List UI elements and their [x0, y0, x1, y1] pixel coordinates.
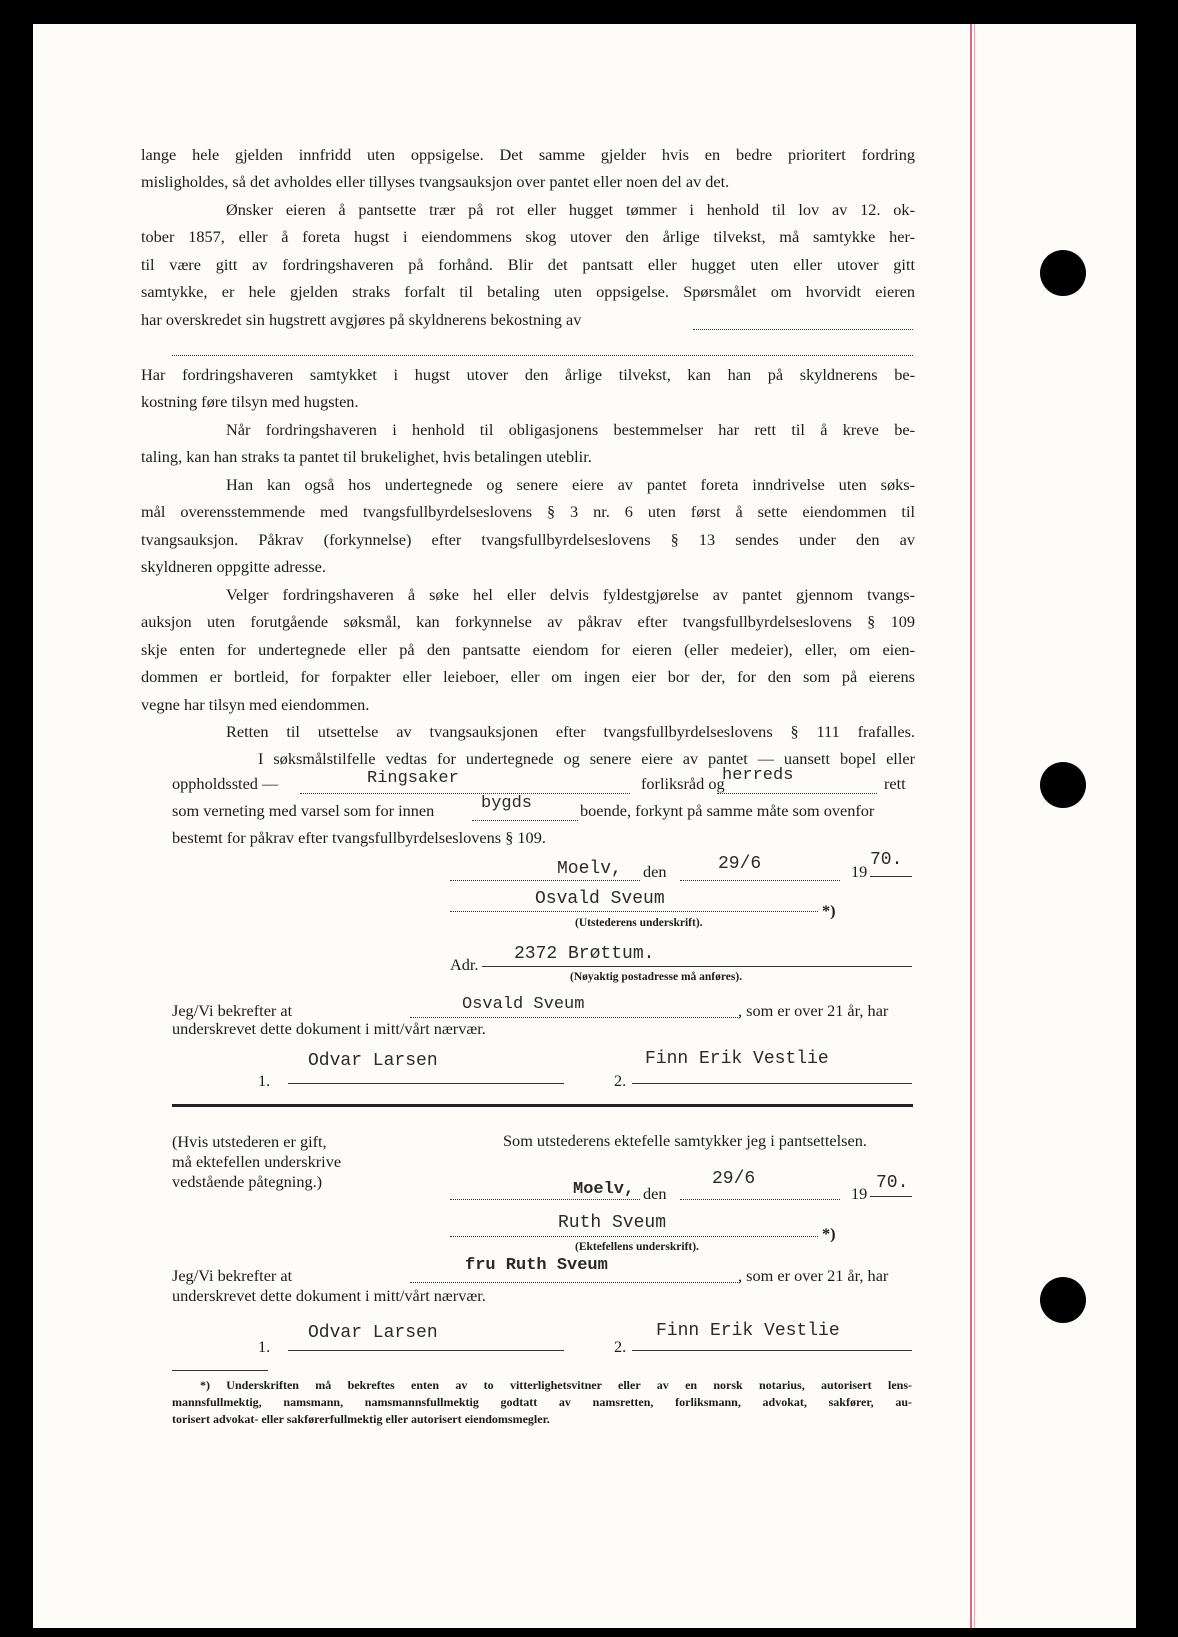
spouse-witness-suffix: , som er over 21 år, har	[738, 1266, 889, 1285]
witness-prefix: Jeg/Vi bekrefter at	[172, 1001, 293, 1020]
address-line	[482, 966, 912, 967]
text-line: Når fordringshaveren i henhold til obligasjonens bestemmelser har rett til å kreve be-	[226, 420, 915, 439]
text-line: auksjon uten forutgående søksmål, kan forkynnelse av påkrav efter tvangsfullbyrdelseslovens § 109	[141, 612, 915, 631]
spouse-place: Moelv,	[573, 1180, 635, 1199]
witness-1-line	[288, 1083, 564, 1084]
text-line: lange hele gjelden innfridd uten oppsigelse. Det samme gjelder hvis en bedre prioritert fordring	[141, 145, 915, 164]
text-line: taling, kan han straks ta pantet til brukelighet, hvis betalingen uteblir.	[141, 447, 592, 466]
signature-line	[450, 1236, 818, 1237]
spouse-den-label: den	[643, 1184, 667, 1203]
text-line: vegne har tilsyn med eiendommen.	[141, 695, 370, 714]
issuer-date: 29/6	[718, 854, 762, 874]
address-caption: (Nøyaktig postadresse må anføres).	[570, 971, 743, 983]
text-line: kostning føre tilsyn med hugsten.	[141, 392, 359, 411]
text-line: I søksmålstilfelle vedtas for undertegnede og senere eiere av pantet — uansett bopel eller	[258, 749, 915, 768]
spouse-date: 29/6	[712, 1169, 756, 1189]
witness-confirmed-name: Osvald Sveum	[462, 995, 585, 1014]
witness-2-line	[632, 1083, 912, 1084]
issuer-place: Moelv,	[557, 859, 622, 879]
text-line: har overskredet sin hugstrett avgjøres på skyldnerens bekostning av	[141, 310, 582, 329]
footnote-line: mannsfullmektig, namsmann, namsmannsfullmektig godtatt av namsretten, forliksmann, advokat, sakfører, au-	[172, 1395, 912, 1409]
spouse-witness-2-name: Finn Erik Vestlie	[656, 1321, 840, 1341]
text-line: Ønsker eieren å pantsette trær på rot eller hugget tømmer i henhold til lov av 12. ok-	[226, 200, 915, 219]
address-label: Adr.	[450, 955, 479, 974]
spouse-witness-line2: underskrevet dette dokument i mitt/vårt nærvær.	[172, 1286, 486, 1305]
text-line: til være gitt av fordringshaveren på forhånd. Blir det pantsatt eller hugget uten eller utover gitt	[141, 255, 915, 274]
issuer-footnote-marker: *)	[822, 901, 836, 920]
text-line: misligholdes, så det avholdes eller tillyses tvangsauksjon over pantet eller noen del av det.	[141, 172, 730, 191]
witness-2-number: 2.	[614, 1071, 627, 1090]
spouse-signature-caption: (Ektefellens underskrift).	[575, 1241, 699, 1253]
spouse-witness-1-number: 1.	[258, 1337, 271, 1356]
text-line: tober 1857, eller å foreta hugst i eiendommens skog utover den årlige tilvekst, må samtykke her-	[141, 227, 915, 246]
fill-line	[472, 820, 578, 821]
fill-line	[172, 355, 913, 356]
footnote-line: *) Underskriften må bekreftes enten av to vitterlighetsvitner eller av en norsk notarius, autorisert lens-	[200, 1378, 912, 1392]
text-line: Velger fordringshaveren å søke hel eller delvis fyldestgjørelse av pantet gjennom tvangs-	[226, 585, 915, 604]
text-line: Han kan også hos undertegnede og senere eiere av pantet foreta inndrivelse uten søks-	[226, 475, 915, 494]
footnote-rule	[172, 1370, 268, 1371]
spouse-consent: Som utstederens ektefelle samtykker jeg i pantsettelsen.	[503, 1131, 867, 1150]
spouse-year-prefix: 19	[851, 1184, 868, 1203]
witness-2-name: Finn Erik Vestlie	[645, 1049, 829, 1069]
issuer-year: 70.	[870, 850, 903, 870]
fill-line	[410, 1017, 740, 1018]
issuer-year-prefix: 19	[851, 862, 868, 881]
venue-mid: forliksråd og	[641, 774, 725, 793]
text-line: Har fordringshaveren samtykket i hugst utover den årlige tilvekst, kan han på skyldnerens be-	[141, 365, 915, 384]
witness-1-name: Odvar Larsen	[308, 1051, 438, 1071]
spouse-footnote-marker: *)	[822, 1224, 836, 1243]
fill-line	[300, 793, 630, 794]
spouse-note-line: må ektefellen underskrive	[172, 1152, 342, 1171]
section-divider	[172, 1104, 913, 1107]
spouse-witness-2-number: 2.	[614, 1337, 627, 1356]
punch-hole	[1040, 250, 1086, 296]
fill-line	[717, 793, 877, 794]
issuer-signature: Osvald Sveum	[535, 889, 665, 909]
spouse-witness-prefix: Jeg/Vi bekrefter at	[172, 1266, 293, 1285]
venue-line2-suffix: boende, forkynt på samme måte som ovenfor	[580, 801, 875, 820]
margin-rule-secondary	[974, 24, 975, 1628]
venue-prefix: oppholdssted —	[172, 774, 279, 793]
fill-line	[870, 876, 912, 877]
fill-line	[450, 1199, 640, 1200]
margin-rule	[970, 24, 972, 1628]
witness-suffix: , som er over 21 år, har	[738, 1001, 889, 1020]
text-line: Retten til utsettelse av tvangsauksjonen efter tvangsfullbyrdelseslovens § 111 frafalles.	[226, 722, 915, 741]
spouse-signature: Ruth Sveum	[558, 1213, 667, 1233]
witness-1-number: 1.	[258, 1071, 271, 1090]
punch-hole	[1040, 1277, 1086, 1323]
issuer-signature-caption: (Utstederens underskrift).	[575, 917, 703, 929]
venue-place: Ringsaker	[367, 769, 459, 788]
venue-suffix: rett	[884, 774, 906, 793]
venue-court: herreds	[722, 766, 794, 785]
text-line: skje enten for undertegnede eller på den pantsatte eiendom for eieren (eller medeier), eller, om eien-	[141, 640, 915, 659]
text-line: samtykke, er hele gjelden straks forfalt til betaling uten oppsigelse. Spørsmålet om hvorvidt eieren	[141, 282, 915, 301]
fill-line	[680, 880, 840, 881]
text-line: tvangsauksjon. Påkrav (forkynnelse) efter tvangsfullbyrdelseslovens § 13 sendes under den av	[141, 530, 915, 549]
venue-line3: bestemt for påkrav efter tvangsfullbyrdelseslovens § 109.	[172, 828, 546, 847]
spouse-witness-2-line	[632, 1350, 912, 1351]
fill-line	[870, 1196, 912, 1197]
spouse-note-line: vedstående påtegning.)	[172, 1172, 323, 1191]
spouse-witness-1-line	[288, 1350, 564, 1351]
spouse-witness-confirmed-name: fru Ruth Sveum	[465, 1256, 608, 1275]
issuer-den-label: den	[643, 862, 667, 881]
punch-hole	[1040, 762, 1086, 808]
spouse-witness-1-name: Odvar Larsen	[308, 1323, 438, 1343]
text-line: mål overensstemmende med tvangsfullbyrdelseslovens § 3 nr. 6 uten først å sette eiendommen til	[141, 502, 915, 521]
spouse-note-line: (Hvis utstederen er gift,	[172, 1132, 327, 1151]
fill-line	[410, 1282, 740, 1283]
venue-within: bygds	[481, 794, 533, 813]
venue-line2-prefix: som verneting med varsel som for innen	[172, 801, 435, 820]
fill-line	[693, 329, 913, 330]
witness-line2: underskrevet dette dokument i mitt/vårt nærvær.	[172, 1019, 486, 1038]
issuer-address: 2372 Brøttum.	[514, 944, 655, 964]
fill-line	[680, 1199, 840, 1200]
fill-line	[450, 880, 640, 881]
text-line: skyldneren oppgitte adresse.	[141, 557, 326, 576]
text-line: dommen er bortleid, for forpakter eller leieboer, eller om ingen eier bor der, for den som på eierens	[141, 667, 915, 686]
spouse-year: 70.	[876, 1173, 909, 1193]
footnote-line: torisert advokat- eller sakførerfullmektig eller autorisert eiendomsmegler.	[172, 1412, 550, 1426]
signature-line	[450, 911, 818, 912]
